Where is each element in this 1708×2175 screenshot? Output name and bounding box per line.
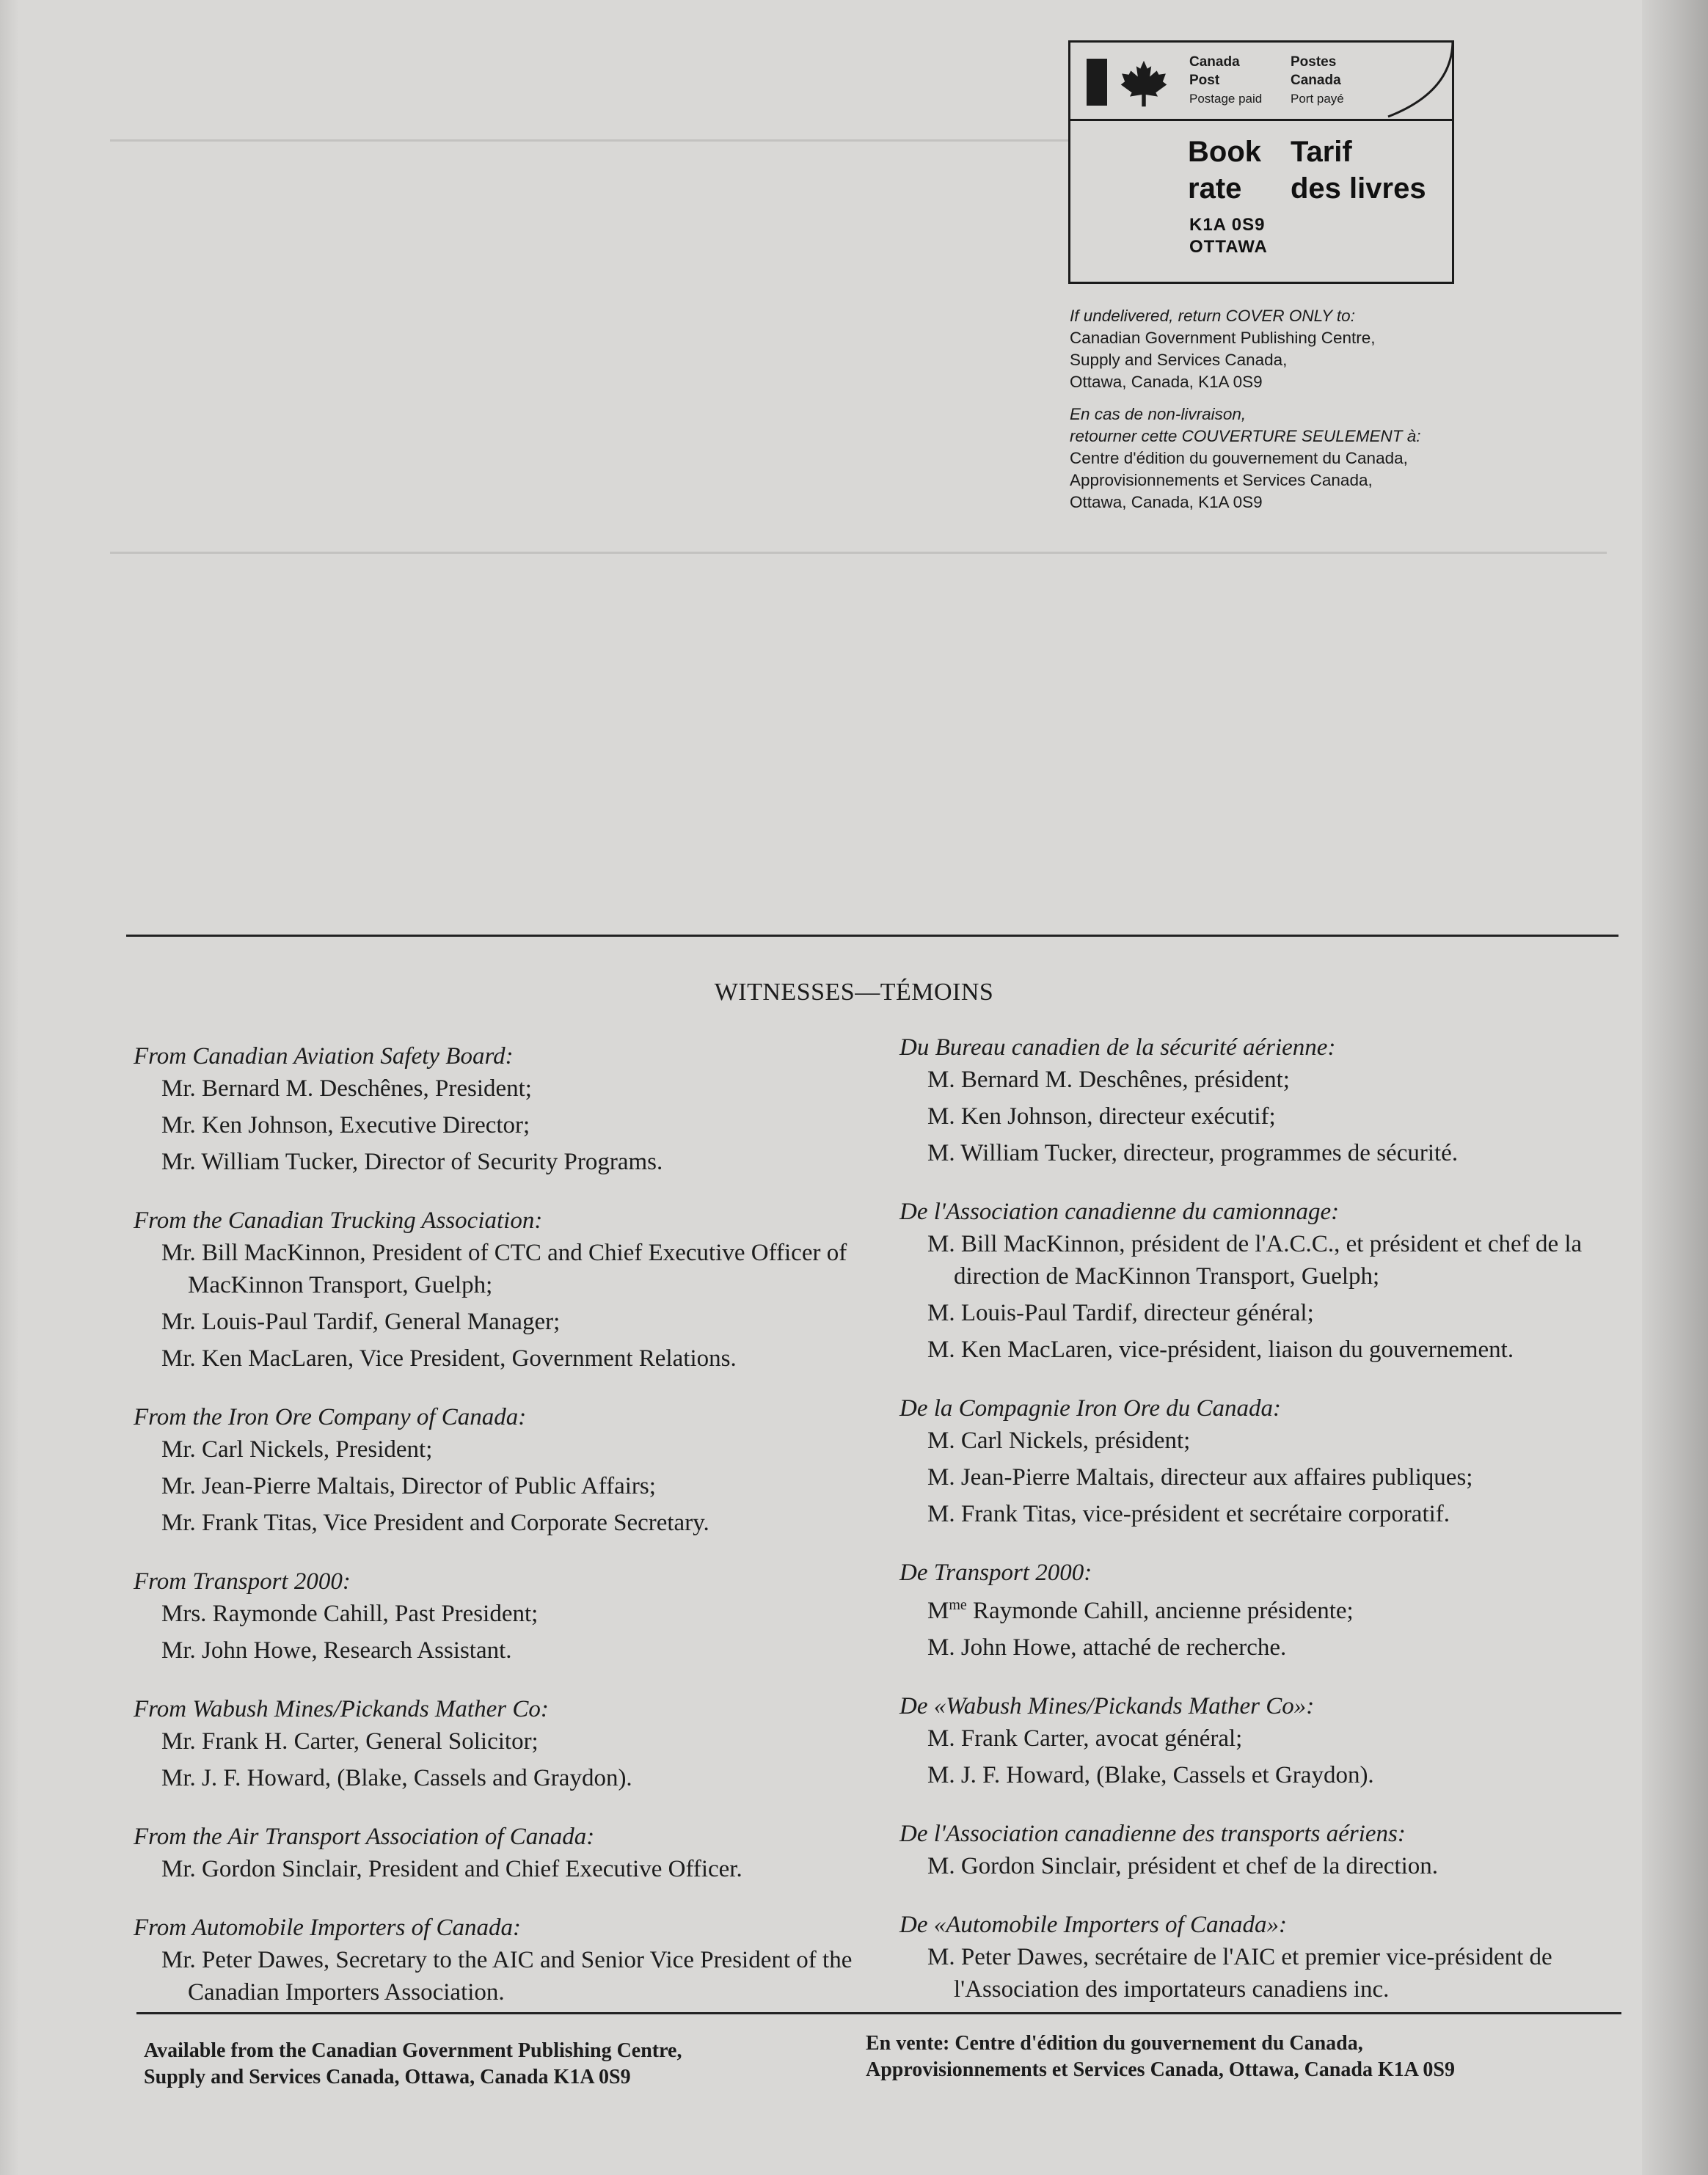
- mme-superscript: me: [949, 1597, 967, 1613]
- witness-entry: Mr. Carl Nickels, President;: [161, 1436, 433, 1463]
- witness-group: [134, 1401, 882, 1539]
- organization-name: De l'Association canadienne des transports aériens:: [899, 1821, 1406, 1847]
- footer-en-line2: Supply and Services Canada, Ottawa, Canada K1A 0S9: [144, 2066, 631, 2088]
- witness-entry: M. Ken Johnson, directeur exécutif;: [927, 1103, 1276, 1130]
- witness-group: [134, 1565, 882, 1667]
- postage-paid: Postage paid: [1189, 92, 1263, 106]
- witness-entry: Mr. Jean-Pierre Maltais, Director of Public Affairs;: [161, 1473, 656, 1499]
- witness-entry: M. Frank Carter, avocat général;: [927, 1725, 1243, 1752]
- return-fr-line4: Approvisionnements et Services Canada,: [1070, 471, 1373, 489]
- witnesses-top-rule: [126, 935, 1618, 937]
- witness-entry: Mr. Frank Titas, Vice President and Corporate Secretary.: [161, 1510, 709, 1536]
- postal-code: K1A 0S9: [1189, 215, 1266, 235]
- return-fr-line3: Centre d'édition du gouvernement du Canada,: [1070, 449, 1408, 467]
- witness-group: [134, 1040, 882, 1178]
- witness-entry: Mr. Louis-Paul Tardif, General Manager;: [161, 1309, 561, 1335]
- organization-name: From Transport 2000:: [134, 1568, 351, 1595]
- return-en-line3: Supply and Services Canada,: [1070, 351, 1288, 369]
- witness-entry: Mr. Frank H. Carter, General Solicitor;: [161, 1728, 539, 1755]
- witness-group: [134, 1912, 882, 2008]
- ghost-rule-mid: [110, 552, 1607, 554]
- postes-fr: Postes: [1291, 54, 1337, 70]
- return-fr-line2: retourner cette COUVERTURE SEULEMENT à:: [1070, 427, 1421, 445]
- witness-entry: M. Frank Titas, vice-président et secrétaire corporatif.: [927, 1501, 1450, 1527]
- maple-leaf-icon: [1119, 59, 1169, 109]
- mme-prefix: M: [927, 1598, 949, 1624]
- witness-entry: M. Bill MacKinnon, président de l'A.C.C., et président et chef de la direction de MacKinnon Transport, Guelph;: [927, 1231, 1583, 1290]
- organization-name: From the Iron Ore Company of Canada:: [134, 1404, 527, 1430]
- french-column: [899, 1031, 1648, 2032]
- witness-group: [899, 1392, 1648, 1530]
- rate-text: rate: [1188, 172, 1242, 205]
- book-rate-label: [1188, 134, 1261, 207]
- return-en-line4: Ottawa, Canada, K1A 0S9: [1070, 373, 1263, 391]
- witness-entry: M. John Howe, attaché de recherche.: [927, 1634, 1287, 1661]
- return-fr-line5: Ottawa, Canada, K1A 0S9: [1070, 493, 1263, 511]
- witness-entry: Mr. Bill MacKinnon, President of CTC and Chief Executive Officer of MacKinnon Transport, Guelph;: [161, 1240, 847, 1298]
- organization-name: De «Wabush Mines/Pickands Mather Co»:: [899, 1693, 1315, 1719]
- footer-fr-line1: En vente: Centre d'édition du gouvernement du Canada,: [866, 2032, 1363, 2055]
- canada-fr: Canada: [1291, 73, 1341, 88]
- organization-name: De la Compagnie Iron Ore du Canada:: [899, 1395, 1282, 1422]
- english-column: [134, 1040, 882, 2035]
- stamp-header: [1070, 43, 1452, 121]
- witness-entry: M. Carl Nickels, président;: [927, 1428, 1191, 1454]
- port-paye: Port payé: [1291, 92, 1344, 106]
- tarif-livres-label: [1291, 134, 1426, 207]
- return-en-line1: If undelivered, return COVER ONLY to:: [1070, 307, 1355, 325]
- organization-name: From Wabush Mines/Pickands Mather Co:: [134, 1696, 549, 1722]
- flag-bar: [1087, 59, 1107, 106]
- organization-name: From the Canadian Trucking Association:: [134, 1207, 543, 1234]
- witness-entry: Mr. Peter Dawes, Secretary to the AIC and Senior Vice President of the Canadian Importers Association.: [161, 1947, 853, 2006]
- footer-fr-line2: Approvisionnements et Services Canada, Ottawa, Canada K1A 0S9: [866, 2058, 1455, 2081]
- post-en: Post: [1189, 73, 1220, 88]
- witness-group: [134, 1693, 882, 1794]
- organization-name: De Transport 2000:: [899, 1560, 1092, 1586]
- stamp-corner-curve: [1344, 40, 1454, 121]
- canada-en: Canada: [1189, 54, 1240, 70]
- witness-entry: Mr. Ken MacLaren, Vice President, Government Relations.: [161, 1345, 737, 1372]
- organization-name: From the Air Transport Association of Canada:: [134, 1824, 595, 1850]
- witness-entry: Mr. Gordon Sinclair, President and Chief Executive Officer.: [161, 1856, 742, 1882]
- footer-en-line1: Available from the Canadian Government Publishing Centre,: [144, 2039, 682, 2062]
- witness-entry: Mr. J. F. Howard, (Blake, Cassels and Graydon).: [161, 1765, 632, 1791]
- witness-group: [899, 1196, 1648, 1366]
- canada-post-label: [1189, 53, 1262, 108]
- postes-canada-label: [1291, 53, 1344, 108]
- des-livres-text: des livres: [1291, 172, 1426, 205]
- organization-name: From Automobile Importers of Canada:: [134, 1915, 521, 1941]
- page-edge-shadow: [1642, 0, 1708, 2175]
- organization-name: De «Automobile Importers of Canada»:: [899, 1912, 1287, 1938]
- witness-entry: M. William Tucker, directeur, programmes de sécurité.: [927, 1140, 1459, 1166]
- return-fr-line1: En cas de non-livraison,: [1070, 405, 1247, 423]
- witness-group: [899, 1031, 1648, 1169]
- witnesses-bottom-rule: [136, 2012, 1621, 2014]
- witness-group: [134, 1821, 882, 1885]
- footer-english: [144, 2038, 682, 2091]
- witness-group: [899, 1909, 1648, 2006]
- postal-code-block: [1189, 214, 1268, 258]
- return-address: [1070, 305, 1598, 513]
- organization-name: De l'Association canadienne du camionnage:: [899, 1199, 1340, 1225]
- witness-entry: Mr. John Howe, Research Assistant.: [161, 1637, 512, 1664]
- postal-city: OTTAWA: [1189, 237, 1268, 257]
- page-left-shadow: [0, 0, 19, 2175]
- witness-entry: M. Ken MacLaren, vice-président, liaison du gouvernement.: [927, 1337, 1514, 1363]
- witness-entry: Mr. Bernard M. Deschênes, President;: [161, 1075, 532, 1102]
- footer-french: [866, 2030, 1455, 2083]
- witness-entry: M. Peter Dawes, secrétaire de l'AIC et premier vice-président de l'Association des importateurs canadiens inc.: [927, 1944, 1552, 2003]
- mme-witness-text: Raymonde Cahill, ancienne présidente;: [973, 1598, 1354, 1624]
- postage-stamp-box: [1068, 40, 1454, 284]
- witness-entry: M. Louis-Paul Tardif, directeur général;: [927, 1300, 1314, 1326]
- witness-entry: M. Gordon Sinclair, président et chef de la direction.: [927, 1853, 1439, 1879]
- witness-entry: Mr. William Tucker, Director of Security Programs.: [161, 1149, 663, 1175]
- witness-entry: M. J. F. Howard, (Blake, Cassels et Graydon).: [927, 1762, 1374, 1788]
- witness-entry: M. Jean-Pierre Maltais, directeur aux affaires publiques;: [927, 1464, 1473, 1491]
- organization-name: From Canadian Aviation Safety Board:: [134, 1043, 514, 1070]
- witness-entry: Mr. Ken Johnson, Executive Director;: [161, 1112, 530, 1138]
- witness-group: [899, 1557, 1648, 1664]
- return-en-line2: Canadian Government Publishing Centre,: [1070, 329, 1376, 347]
- witness-entry: M. Bernard M. Deschênes, président;: [927, 1067, 1290, 1093]
- witness-group: [899, 1818, 1648, 1882]
- organization-name: Du Bureau canadien de la sécurité aérienne:: [899, 1034, 1336, 1061]
- witness-entry: [927, 1589, 1648, 1627]
- witness-group: [134, 1205, 882, 1375]
- tarif-text: Tarif: [1291, 136, 1352, 168]
- witness-entry: Mrs. Raymonde Cahill, Past President;: [161, 1601, 539, 1627]
- witnesses-title: WITNESSES—TÉMOINS: [714, 979, 994, 1006]
- book-text: Book: [1188, 136, 1261, 168]
- witness-group: [899, 1690, 1648, 1791]
